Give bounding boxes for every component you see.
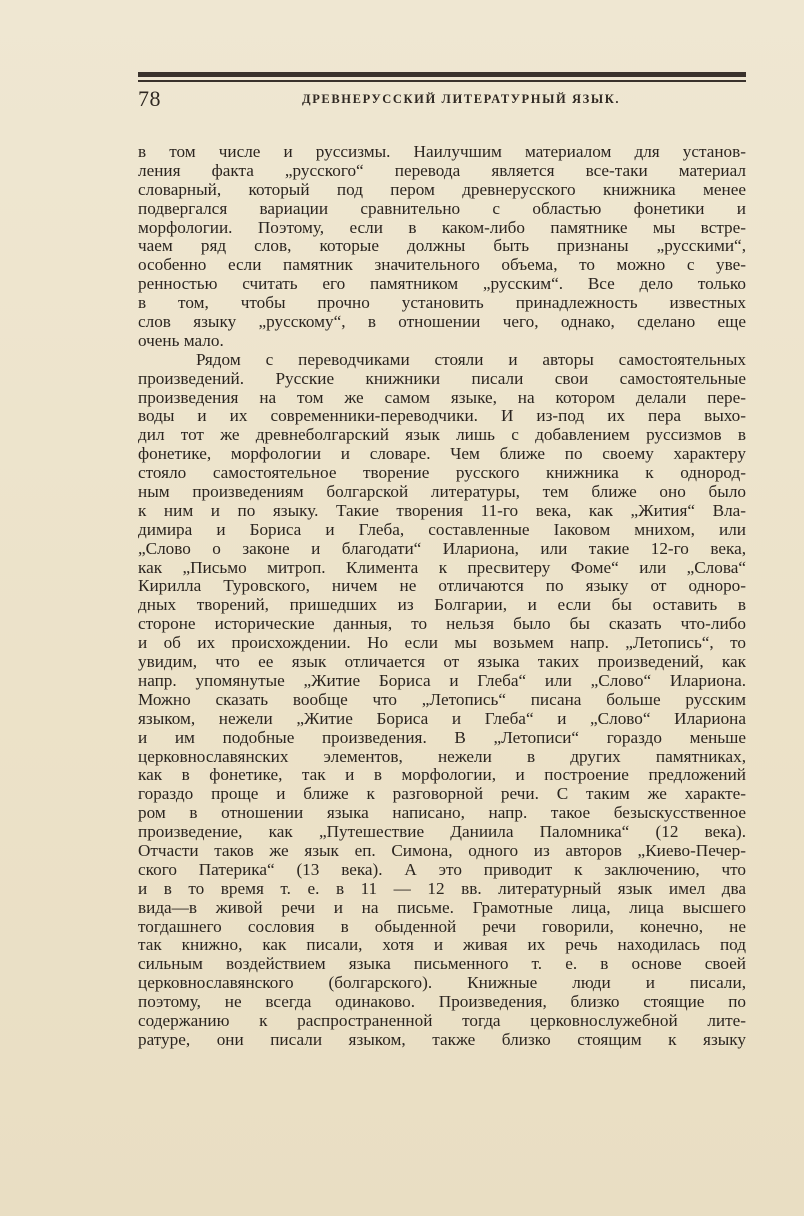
text-line: дил тот же древнеболгарский язык лишь с добавлением руссизмов в xyxy=(138,425,746,445)
text-line: и в то время т. е. в 11 — 12 вв. литературный язык имел два xyxy=(138,878,746,898)
text-line: произведения на том же самом языке, на котором делали пере- xyxy=(138,387,746,407)
text-line: тогдашнего сословия в обыденной речи говорили, конечно, не xyxy=(138,916,746,936)
text-line: ского Патерика“ (13 века). А это приводит к заключению, что xyxy=(138,859,746,879)
text-line: гораздо проще и ближе к разговорной речи. С таким же характе- xyxy=(138,784,746,804)
text-line: произведение, как „Путешествие Даниила Паломника“ (12 века). xyxy=(138,822,746,842)
text-line: подвергался вариации сравнительно с областью фонетики и xyxy=(138,198,746,218)
text-line: стояло самостоятельное творение русского книжника к однород- xyxy=(138,463,746,483)
header-rule-thick xyxy=(138,72,746,77)
text-line: как в фонетике, так и в морфологии, и построение предложений xyxy=(138,765,746,785)
text-line: ром в отношении языка написано, напр. такое безыскусственное xyxy=(138,803,746,823)
text-line: фонетике, морфологии и словаре. Чем ближе по своему характеру xyxy=(138,444,746,464)
text-line: слов языку „русскому“, в отношении чего, однако, сделано еще xyxy=(138,312,746,332)
text-line: словарный, который под пером древнерусского книжника менее xyxy=(138,179,746,199)
text-line: Можно сказать вообще что „Летопись“ писана больше русским xyxy=(138,689,746,709)
text-line: Кирилла Туровского, ничем не отличаются по языку от одноро- xyxy=(138,576,746,596)
text-line: как „Письмо митроп. Климента к пресвитеру Фоме“ или „Слова“ xyxy=(138,557,746,577)
page-number: 78 xyxy=(138,86,161,111)
body-text xyxy=(138,143,746,1050)
text-line: так книжно, как писали, хотя и живая их речь находилась под xyxy=(138,935,746,955)
text-line: воды и их современники-переводчики. И из-под их пера выхо- xyxy=(138,406,746,426)
text-line: языком, нежели „Житие Бориса и Глеба“ и „Слово“ Илариона xyxy=(138,708,746,728)
text-line: церковнославянского (болгарского). Книжные люди и писали, xyxy=(138,973,746,993)
text-line: ренностью считать его памятником „русским“. Все дело только xyxy=(138,274,746,294)
text-line: морфологии. Поэтому, если в каком-либо памятнике мы встре- xyxy=(138,217,746,237)
text-line: к ним и по языку. Такие творения 11-го века, как „Жития“ Вла- xyxy=(138,500,746,520)
text-line: и им подобные произведения. В „Летописи“ гораздо меньше xyxy=(138,727,746,747)
text-line: напр. упомянутые „Житие Бориса и Глеба“ или „Слово“ Илариона. xyxy=(138,670,746,690)
text-line: особенно если памятник значительного объема, то можно с уве- xyxy=(138,255,746,275)
text-line: димира и Бориса и Глеба, составленные Іаковом мнихом, или xyxy=(138,519,746,539)
text-line: Отчасти таков же язык еп. Симона, одного из авторов „Киево-Печер- xyxy=(138,840,746,860)
text-line: церковнославянских элементов, нежели в других памятниках, xyxy=(138,746,746,766)
text-line: стороне исторические данныя, то нельзя было бы сказать что-либо xyxy=(138,614,746,634)
text-line: дных творений, пришедших из Болгарии, и если бы оставить в xyxy=(138,595,746,615)
text-line: чаем ряд слов, которые должны быть признаны „русскими“, xyxy=(138,236,746,256)
header-rule-thin xyxy=(138,80,746,82)
paragraph-start-line: Рядом с переводчиками стояли и авторы самостоятельных xyxy=(196,349,746,369)
text-line: в том числе и руссизмы. Наилучшим материалом для установ- xyxy=(138,142,746,161)
text-line: содержанию к распространенной тогда церковнослужебной лите- xyxy=(138,1010,746,1030)
text-line: и об их происхождении. Но если мы возьмем напр. „Летопись“, то xyxy=(138,633,746,653)
text-line: очень мало. xyxy=(138,330,224,350)
text-line: ления факта „русского“ перевода является все-таки материал xyxy=(138,160,746,180)
text-line: произведений. Русские книжники писали свои самостоятельные xyxy=(138,368,746,388)
text-line: сильным воздействием языка письменного т. е. в основе своей xyxy=(138,954,746,974)
text-line: поэтому, не всегда одинаково. Произведения, близко стоящие по xyxy=(138,992,746,1012)
text-line: „Слово о законе и благодати“ Илариона, или такие 12-го века, xyxy=(138,538,746,558)
text-line: ратуре, они писали языком, также близко стоящим к языку xyxy=(138,1029,746,1049)
text-line: ным произведениям болгарской литературы, тем ближе оно было xyxy=(138,482,746,502)
running-title: ДРЕВНЕРУССКИЙ ЛИТЕРАТУРНЫЙ ЯЗЫК. xyxy=(302,92,621,106)
text-line: вида—в живой речи и на письме. Грамотные лица, лица высшего xyxy=(138,897,746,917)
page-header xyxy=(138,86,746,112)
text-line: в том, чтобы прочно установить принадлежность известных xyxy=(138,293,746,313)
text-line: увидим, что ее язык отличается от языка таких произведений, как xyxy=(138,652,746,672)
